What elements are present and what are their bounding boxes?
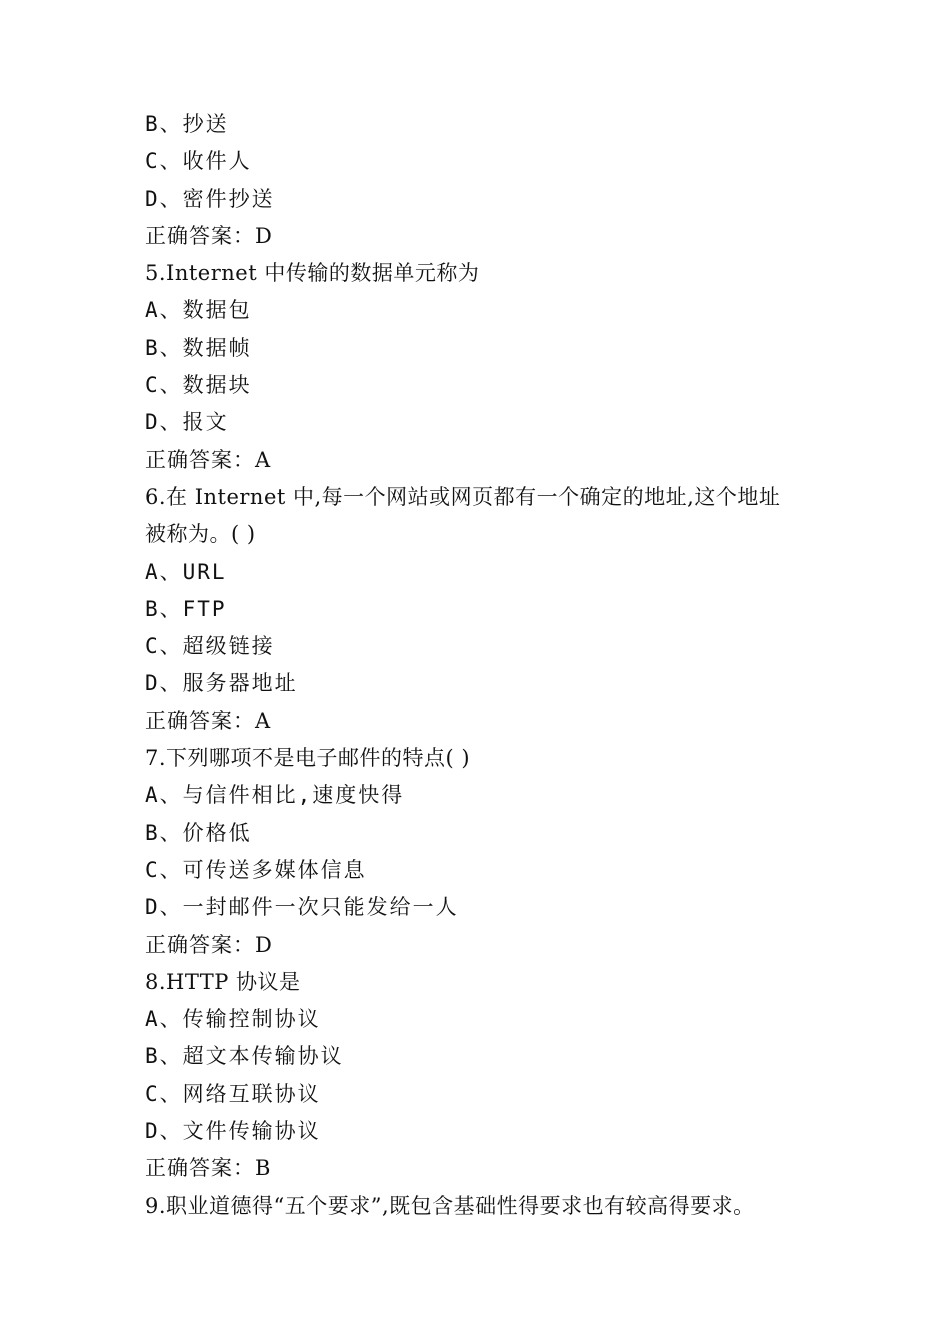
- question-line: 9.职业道德得“五个要求”,既包含基础性得要求也有较高得要求。: [145, 1193, 755, 1218]
- option-line: D、一封邮件一次只能发给一人: [145, 895, 459, 920]
- option-line: D、密件抄送: [145, 186, 275, 211]
- answer-line: 正确答案：D: [145, 223, 273, 248]
- option-line: D、报文: [145, 410, 229, 435]
- question-line: 7.下列哪项不是电子邮件的特点( ): [145, 746, 471, 771]
- answer-line: 正确答案：A: [145, 708, 272, 733]
- answer-line: 正确答案：A: [145, 447, 272, 472]
- option-line: C、收件人: [145, 149, 252, 174]
- option-line: A、数据包: [145, 298, 252, 323]
- answer-line: 正确答案：D: [145, 932, 273, 957]
- option-line: B、数据帧: [145, 335, 252, 360]
- option-line: B、价格低: [145, 820, 252, 845]
- option-line: B、抄送: [145, 112, 229, 136]
- option-line: C、可传送多媒体信息: [145, 857, 367, 882]
- question-line: 6.在 Internet 中,每一个网站或网页都有一个确定的地址,这个地址: [145, 484, 781, 509]
- question-line: 5.Internet 中传输的数据单元称为: [145, 261, 480, 286]
- document-body: [145, 106, 825, 1225]
- answer-line: 正确答案：B: [145, 1156, 272, 1181]
- option-line: D、文件传输协议: [145, 1119, 321, 1144]
- question-line: 8.HTTP 协议是: [145, 969, 301, 994]
- option-line: A、URL: [145, 559, 227, 584]
- option-line: B、FTP: [145, 596, 227, 621]
- option-line: A、传输控制协议: [145, 1007, 321, 1032]
- option-line: A、与信件相比,速度快得: [145, 783, 405, 808]
- question-line: 被称为。( ): [145, 522, 256, 547]
- option-line: C、超级链接: [145, 634, 275, 659]
- option-line: C、数据块: [145, 373, 252, 398]
- option-line: D、服务器地址: [145, 671, 298, 696]
- option-line: B、超文本传输协议: [145, 1044, 344, 1069]
- option-line: C、网络互联协议: [145, 1081, 321, 1106]
